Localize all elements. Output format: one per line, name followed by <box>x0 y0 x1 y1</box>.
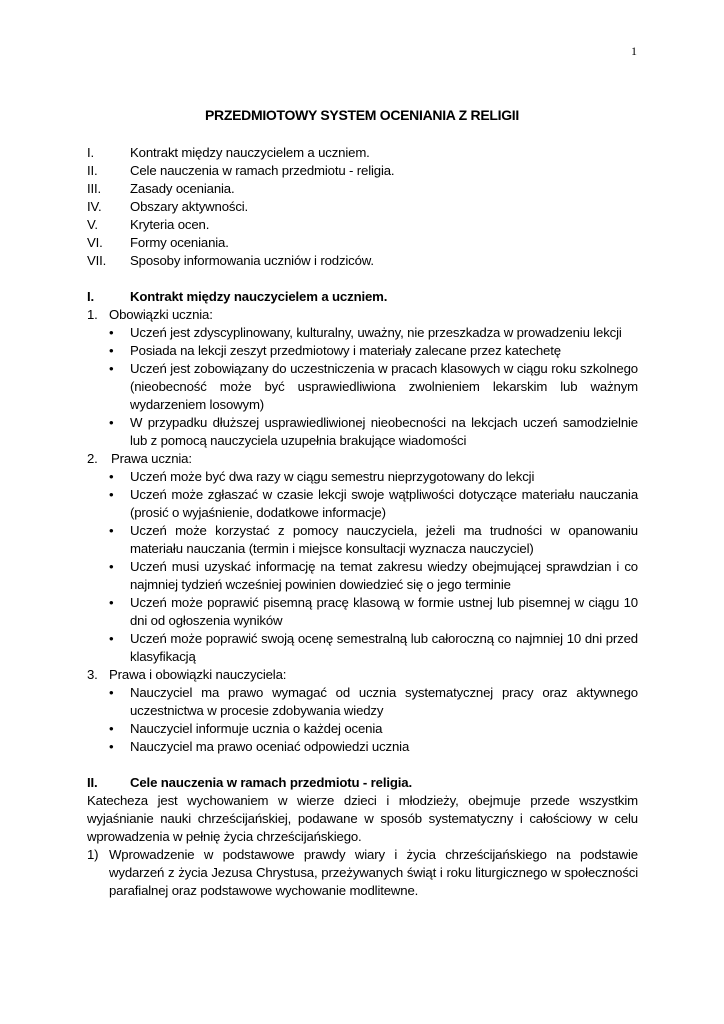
bullet-icon: • <box>109 631 114 646</box>
list-item: • Uczeń może korzystać z pomocy nauczyciela, jeżeli ma trudności w opanowaniu materiału nauczania (termin i miejsce konsultacji wyznacza nauczyciel) <box>109 523 638 556</box>
bullet-list <box>87 684 638 756</box>
list-item: • W przypadku dłuższej usprawiedliwionej nieobecności na lekcjach uczeń samodzielnie lub z pomocą nauczyciela uzupełnia brakujące wiadomości <box>109 415 638 448</box>
bullet-icon: • <box>109 487 114 502</box>
bullet-icon: • <box>109 685 114 700</box>
list-item: • Uczeń może zgłaszać w czasie lekcji swoje wątpliwości dotyczące materiału nauczania (prosić o wyjaśnienie, dodatkowe informacje) <box>109 487 638 520</box>
list-item: • Uczeń może być dwa razy w ciągu semestru nieprzygotowany do lekcji <box>109 469 535 484</box>
bullet-icon: • <box>109 595 114 610</box>
bullet-icon: • <box>109 739 114 754</box>
section-heading: I. Kontrakt między nauczycielem a uczniem. <box>87 289 388 304</box>
bullet-list <box>87 468 638 666</box>
group-label: 3. Prawa i obowiązki nauczyciela: <box>87 667 287 682</box>
section-heading: II. Cele nauczenia w ramach przedmiotu - religia. <box>87 775 412 790</box>
toc-item: IV. Obszary aktywności. <box>87 199 249 214</box>
list-item: • Nauczyciel ma prawo wymagać od ucznia systematycznej pracy oraz aktywnego uczestnictwa w procesie zdobywania wiedzy <box>109 685 638 718</box>
bullet-icon: • <box>109 415 114 430</box>
page-number: 1 <box>631 44 637 58</box>
bullet-icon: • <box>109 325 114 340</box>
toc-item: II. Cele nauczenia w ramach przedmiotu - religia. <box>87 163 395 178</box>
toc-item: VI. Formy oceniania. <box>87 235 229 250</box>
bullet-list <box>87 324 638 450</box>
table-of-contents <box>87 144 638 270</box>
section-intro: Katecheza jest wychowaniem w wierze dzieci i młodzieży, obejmuje przede wszystkim wyjaśnianie nauki chrześcijańskiej, podawane w sposób systematyczny i całościowy w celu wprowadzenia w pełnię życia chrześcijańskiego. <box>87 793 638 844</box>
document-body <box>87 144 638 900</box>
toc-item: I. Kontrakt między nauczycielem a uczniem. <box>87 145 370 160</box>
bullet-icon: • <box>109 343 114 358</box>
list-item: • Uczeń może poprawić pisemną pracę klasową w formie ustnej lub pisemnej w ciągu 10 dni od ogłoszenia wyników <box>109 595 638 628</box>
toc-item: V. Kryteria ocen. <box>87 217 210 232</box>
bullet-icon: • <box>109 361 114 376</box>
bullet-icon: • <box>109 469 114 484</box>
page-title: PRZEDMIOTOWY SYSTEM OCENIANIA Z RELIGII <box>205 107 519 123</box>
group-label: 1. Obowiązki ucznia: <box>87 307 213 322</box>
list-item: 1) Wprowadzenie w podstawowe prawdy wiary i życia chrześcijańskiego na podstawie wydarzeń z życia Jezusa Chrystusa, przeżywanych świąt i roku liturgicznego w społeczności parafialnej oraz podstawowe wychowanie modlitewne. <box>87 847 638 898</box>
list-item: • Nauczyciel ma prawo oceniać odpowiedzi ucznia <box>109 739 410 754</box>
list-item: • Uczeń musi uzyskać informację na temat zakresu wiedzy obejmującej sprawdzian i co najmniej tydzień wcześniej powinien dowiedzieć się o jego terminie <box>109 559 638 592</box>
list-item: • Posiada na lekcji zeszyt przedmiotowy i materiały zalecane przez katechetę <box>109 343 561 358</box>
list-item: • Nauczyciel informuje ucznia o każdej ocenia <box>109 721 383 736</box>
toc-item: III. Zasady oceniania. <box>87 181 235 196</box>
group-label: 2. Prawa ucznia: <box>87 451 192 466</box>
bullet-icon: • <box>109 523 114 538</box>
list-item: • Uczeń może poprawić swoją ocenę semestralną lub całoroczną co najmniej 10 dni przed klasyfikacją <box>109 631 638 664</box>
bullet-icon: • <box>109 559 114 574</box>
list-item: • Uczeń jest zdyscyplinowany, kulturalny, uważny, nie przeszkadza w prowadzeniu lekcji <box>109 325 622 340</box>
list-item: • Uczeń jest zobowiązany do uczestniczenia w pracach klasowych w ciągu roku szkolnego (nieobecność może być usprawiedliwiona zwolnieniem lekarskim lub ważnym wydarzeniem losowym) <box>109 361 638 412</box>
toc-item: VII. Sposoby informowania uczniów i rodziców. <box>87 253 374 268</box>
bullet-icon: • <box>109 721 114 736</box>
